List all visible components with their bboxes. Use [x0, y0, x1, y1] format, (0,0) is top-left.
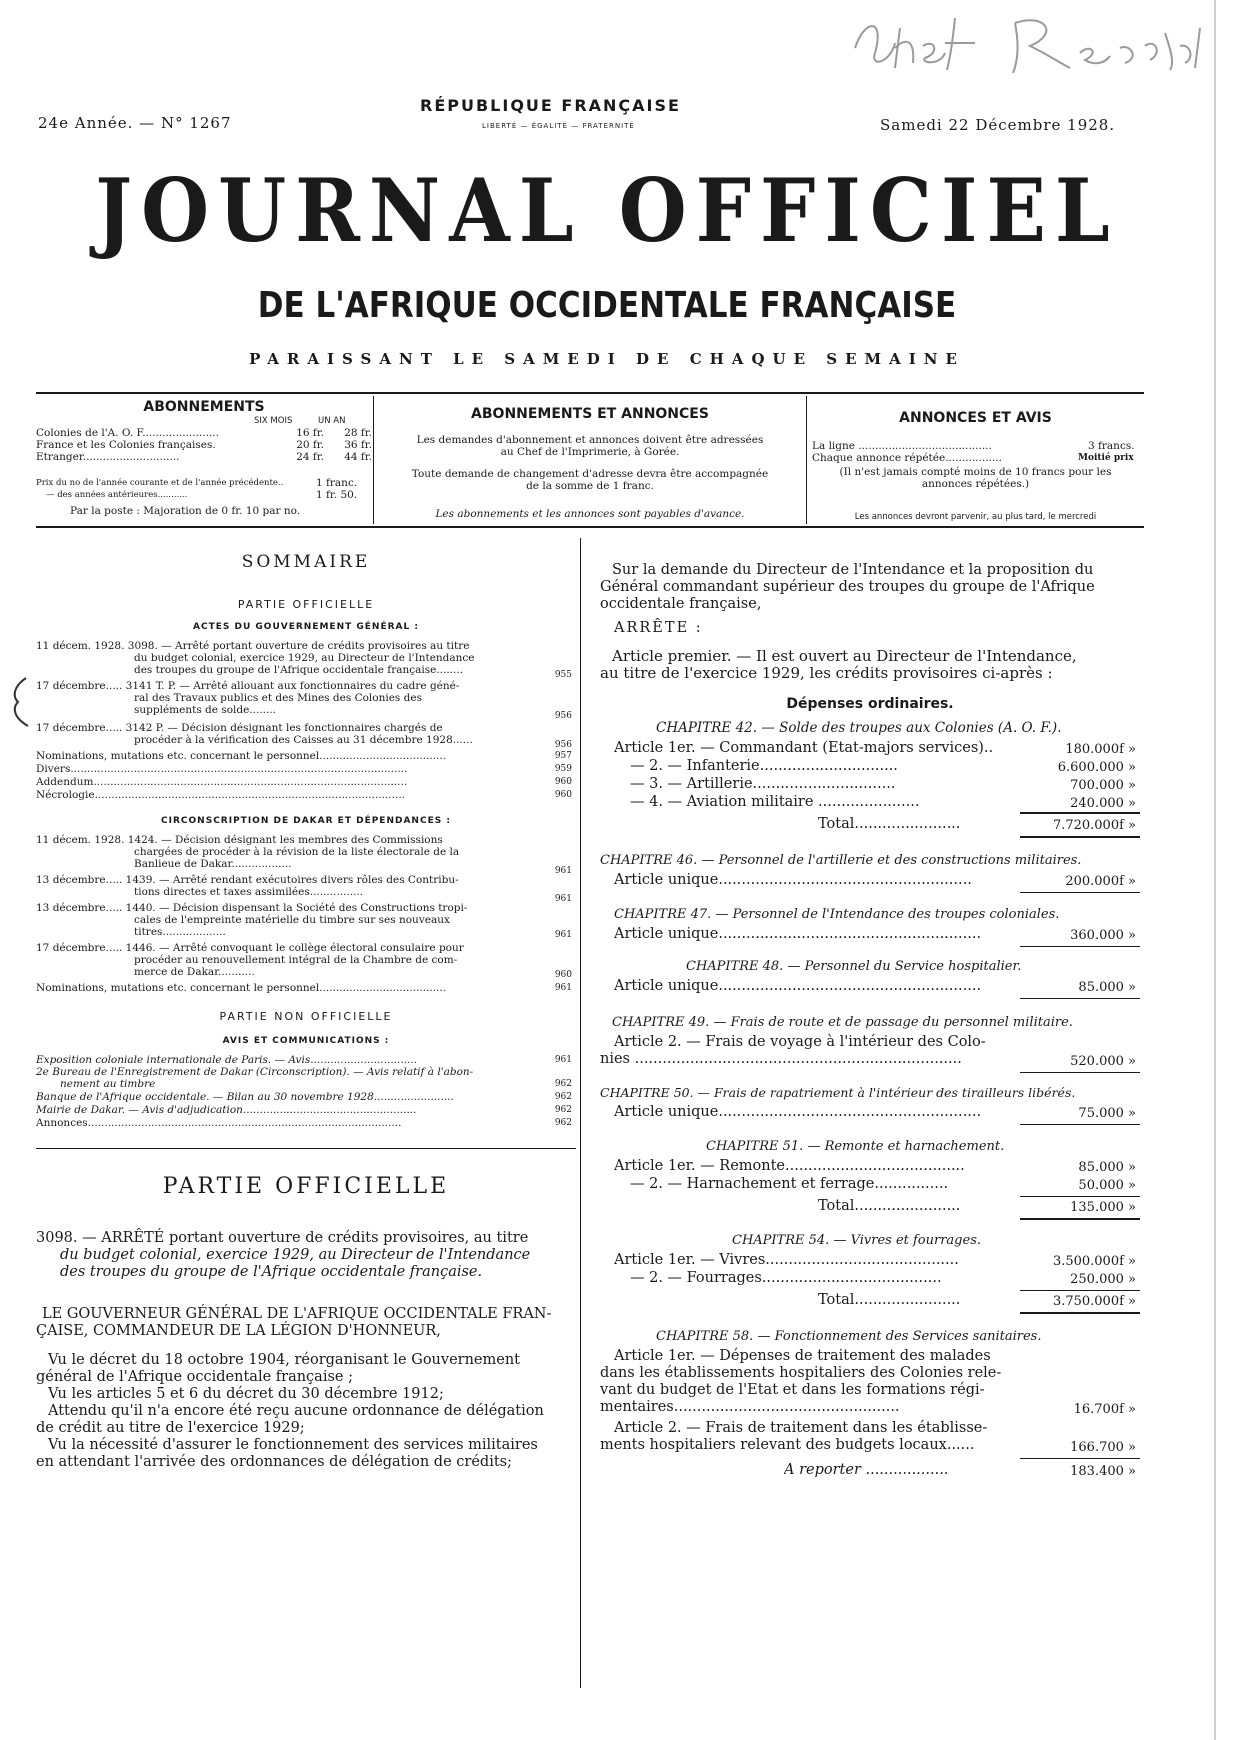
toc-entry [36, 874, 576, 898]
intro-line: Sur la demande du Directeur de l'Intendance et la proposition du [612, 562, 1094, 578]
toc-entry-line: 11 décem. 1928. 3098. — Arrêté portant ouverture de crédits provisoires au titre [36, 640, 470, 652]
credit-row [630, 1270, 1024, 1287]
governor-title [36, 1306, 580, 1340]
credit-row-label: ments hospitaliers relevant des budgets locaux...... [600, 1437, 975, 1453]
chapter-rule [1020, 892, 1140, 893]
chapter-rule [1020, 1072, 1140, 1073]
subscription-row [36, 427, 376, 439]
toc-entry-line: 17 décembre..... 3142 P. — Décision désignant les fonctionnaires chargés de [36, 722, 443, 734]
six-months-header: SIX MOIS [254, 416, 293, 426]
subscription-row-label: Etranger............................. [36, 451, 180, 463]
credit-row [614, 1252, 1024, 1269]
credit-row [630, 1176, 1024, 1193]
credit-row [614, 740, 1024, 757]
credit-row-label: dans les établissements hospitaliers des Colonies rele- [600, 1365, 1002, 1381]
line-price-label: La ligne ........................................ [812, 440, 992, 452]
toc-entry-line: Exposition coloniale internationale de Paris. — Avis................................ [36, 1054, 418, 1066]
intro-line: Général commandant supérieur des troupes du groupe de l'Afrique [600, 579, 1095, 595]
toc-page-number: 962 [554, 1079, 572, 1089]
credit-row-amount: 85.000 » [1078, 1160, 1136, 1175]
consideration-line: Attendu qu'il n'a encore été reçu aucune ordonnance de délégation [48, 1403, 544, 1419]
toc-entry-line: Nécrologie............................................................................................. [36, 789, 405, 801]
credit-row-label: Article unique....................................................... [614, 872, 972, 888]
credit-row-label: Article unique......................................................... [614, 926, 982, 942]
subscription-row-label: Colonies de l'A. O. F....................... [36, 427, 219, 439]
toc-entry [36, 1117, 536, 1129]
carry-forward-label: A reporter .................. [784, 1462, 949, 1478]
toc-entry-line: Nominations, mutations etc. concernant le personnel...................................... [36, 750, 447, 762]
subscription-six-months: 20 fr. [296, 439, 324, 451]
official-part-heading: PARTIE OFFICIELLE [237, 598, 375, 611]
total-rule [1020, 1196, 1140, 1197]
toc-entry [36, 763, 536, 775]
edition-number: 24e Année. — N° 1267 [38, 114, 232, 132]
toc-entry-line: 2e Bureau de l'Enregistrement de Dakar (Circonscription). — Avis relatif à l'abon- [36, 1066, 474, 1078]
toc-entry [36, 1054, 536, 1066]
toc-entry-line: Banlieue de Dakar.................. [134, 858, 292, 870]
credit-row-label: Article 1er. — Dépenses de traitement des malades [614, 1348, 991, 1364]
toc-entry-line: cales de l'empreinte matérielle du timbre sur ses nouveaux [134, 914, 450, 926]
notices-title: ANNONCES ET AVIS [899, 410, 1052, 426]
governor-title-line: ÇAISE, COMMANDEUR DE LA LÉGION D'HONNEUR, [36, 1323, 441, 1339]
chapter-58-heading: CHAPITRE 58. — Fonctionnement des Services sanitaires. [656, 1329, 1042, 1344]
toc-entry-line: procéder au renouvellement intégral de la Chambre de com- [134, 954, 458, 966]
toc-entry [36, 750, 536, 762]
total-label: Total....................... [818, 1198, 961, 1214]
official-part-title: PARTIE OFFICIELLE [162, 1174, 450, 1199]
credit-row-label: — 2. — Fourrages....................................... [630, 1270, 942, 1286]
chapter-49-heading: CHAPITRE 49. — Frais de route et de passage du personnel militaire. [612, 1015, 1073, 1030]
total-rule [1020, 1312, 1140, 1314]
credit-row-label: nies ....................................................................... [600, 1051, 962, 1067]
toc-entry-line: ral des Travaux publics et des Mines des Colonies des [134, 692, 422, 704]
toc-entry-line: tions directes et taxes assimilées................ [134, 886, 364, 898]
toc-entry-line: titres................... [134, 926, 226, 938]
handwritten-bracket [6, 676, 32, 728]
toc-entry [36, 1104, 536, 1116]
dakar-heading: CIRCONSCRIPTION DE DAKAR ET DÉPENDANCES : [161, 816, 451, 826]
sommaire-end-rule [36, 1148, 576, 1149]
credit-row-amount: 250.000 » [1070, 1272, 1136, 1287]
credit-row-amount: 75.000 » [1078, 1106, 1136, 1121]
subscription-one-year: 44 fr. [344, 451, 372, 463]
credit-row-amount: 240.000 » [1070, 796, 1136, 811]
toc-entry [36, 834, 576, 870]
toc-page-number: 961 [554, 866, 572, 876]
credit-row [614, 1104, 1024, 1121]
toc-entry-line: nement au timbre [60, 1078, 156, 1090]
decree-heading [36, 1230, 580, 1281]
subscription-six-months: 24 fr. [296, 451, 324, 463]
credit-row [614, 1158, 1024, 1175]
credit-row-label: mentaires................................................. [600, 1399, 900, 1415]
subscriptions-notices-line: Les demandes d'abonnement et annonces doivent être adressées [416, 434, 764, 446]
intro-line: occidentale française, [600, 596, 762, 612]
credit-row-amount: 520.000 » [1070, 1054, 1136, 1069]
toc-page-number: 960 [554, 777, 572, 787]
consideration-line: Vu les articles 5 et 6 du décret du 30 décembre 1912; [48, 1386, 444, 1402]
article-premier-line: au titre de l'exercice 1929, les crédits provisoires ci-après : [600, 664, 1053, 682]
subscription-one-year: 28 fr. [344, 427, 372, 439]
consideration-line: Vu le décret du 18 octobre 1904, réorganisant le Gouvernement [48, 1352, 521, 1368]
consideration-line: général de l'Afrique occidentale française ; [36, 1369, 353, 1385]
toc-entry-line: 17 décembre..... 3141 T. P. — Arrêté allouant aux fonctionnaires du cadre géné- [36, 680, 460, 692]
toc-entry-line: procéder à la vérification des Caisses au 31 décembre 1928...... [134, 734, 473, 746]
toc-page-number: 960 [554, 790, 572, 800]
subscriptions-title: ABONNEMENTS [143, 399, 265, 415]
subscription-row [36, 439, 376, 451]
toc-entry [36, 640, 576, 676]
total-rule [1020, 1218, 1140, 1220]
republic-title: RÉPUBLIQUE FRANÇAISE [420, 96, 681, 115]
toc-entry-line: des troupes du groupe de l'Afrique occidentale française........ [134, 664, 464, 676]
handwritten-signature [845, 8, 1215, 78]
intro-paragraph [600, 562, 1140, 613]
toc-entry [36, 942, 576, 978]
toc-page-number: 962 [554, 1118, 572, 1128]
consideration-line: en attendant l'arrivée des ordonnances de délégation de crédits; [36, 1454, 512, 1470]
toc-page-number: 957 [554, 751, 572, 761]
credit-row [614, 978, 1024, 995]
price-current-label: Prix du no de l'année courante et de l'année précédente.. [36, 478, 284, 488]
credit-row [614, 926, 1024, 943]
toc-entry [36, 902, 576, 938]
notices-footer: Les annonces devront parvenir, au plus tard, le mercredi [854, 512, 1097, 522]
postage-surcharge: Par la poste : Majoration de 0 fr. 10 par no. [70, 505, 301, 517]
toc-entry-line: du budget colonial, exercice 1929, au Directeur de l'Intendance [134, 652, 475, 664]
credit-row-amount: 166.700 » [1070, 1440, 1136, 1455]
credit-row [630, 794, 1024, 811]
credit-row-label: Article unique......................................................... [614, 1104, 982, 1120]
subscriptions-notices-line: au Chef de l'Imprimerie, à Gorée. [500, 446, 680, 458]
credit-row-label: Article unique......................................................... [614, 978, 982, 994]
credit-row-label: Article 2. — Frais de voyage à l'intérieur des Colo- [614, 1034, 986, 1050]
credit-row [630, 758, 1024, 775]
total-amount: 7.720.000f » [1052, 818, 1136, 833]
credit-row [600, 1348, 1024, 1416]
subscriptions-notices-title: ABONNEMENTS ET ANNONCES [471, 406, 709, 422]
credit-row [614, 872, 1024, 889]
one-year-header: UN AN [318, 416, 346, 426]
consideration-line: de crédit au titre de l'exercice 1929; [36, 1420, 305, 1436]
toc-page-number: 962 [554, 1092, 572, 1102]
column-rule [580, 538, 581, 1688]
decree-heading-line: du budget colonial, exercice 1929, au Directeur de l'Intendance [60, 1247, 531, 1263]
total-amount: 135.000 » [1070, 1200, 1136, 1215]
credit-row-amount: 3.500.000f » [1052, 1254, 1136, 1269]
notices-heading: AVIS ET COMMUNICATIONS : [222, 1036, 390, 1046]
price-previous-label: — des années antérieures........... [46, 490, 188, 500]
subscription-row-label: France et les Colonies françaises. [36, 439, 216, 451]
credit-row-amount: 200.000f » [1065, 874, 1136, 889]
price-current-value: 1 franc. [316, 477, 358, 489]
toc-page-number: 962 [554, 1105, 572, 1115]
toc-entry-line: Annonces.............................................................................................. [36, 1117, 402, 1129]
decree-considerations [36, 1352, 580, 1471]
subscription-one-year: 36 fr. [344, 439, 372, 451]
chapter-rule [1020, 998, 1140, 999]
credit-row-amount: 50.000 » [1078, 1178, 1136, 1193]
issue-date: Samedi 22 Décembre 1928. [880, 116, 1116, 134]
article-premier [600, 648, 1140, 682]
toc-entry-line: 13 décembre..... 1439. — Arrêté rendant exécutoires divers rôles des Contribu- [36, 874, 459, 886]
sommaire-title: SOMMAIRE [241, 552, 371, 572]
chapter-47-heading: CHAPITRE 47. — Personnel de l'Intendance des troupes coloniales. [614, 907, 1060, 922]
toc-entry-line: 13 décembre..... 1440. — Décision dispensant la Société des Constructions tropi- [36, 902, 468, 914]
journal-subtitle: DE L'AFRIQUE OCCIDENTALE FRANÇAISE [257, 284, 957, 326]
credit-row-amount: 700.000 » [1070, 778, 1136, 793]
chapter-54-heading: CHAPITRE 54. — Vivres et fourrages. [732, 1233, 982, 1248]
price-previous-value: 1 fr. 50. [316, 489, 358, 501]
toc-entry-line: Banque de l'Afrique occidentale. — Bilan au 30 novembre 1928........................ [36, 1091, 454, 1103]
toc-page-number: 961 [554, 894, 572, 904]
subscriptions-notices-line: de la somme de 1 franc. [526, 480, 654, 492]
toc-page-number: 961 [554, 983, 572, 993]
toc-entry-line: suppléments de solde........ [134, 704, 277, 716]
article-premier-line: Article premier. — Il est ouvert au Directeur de l'Intendance, [612, 647, 1077, 665]
credit-row-amount: 85.000 » [1078, 980, 1136, 995]
credit-row-label: Article 2. — Frais de traitement dans les établisse- [614, 1420, 988, 1436]
repeat-price-label: Chaque annonce répétée................. [812, 452, 1002, 464]
credit-row-label: — 4. — Aviation militaire ...................... [630, 794, 920, 810]
toc-entry [36, 680, 576, 716]
box-top-rule [36, 392, 1144, 394]
toc-page-number: 956 [554, 711, 572, 721]
credit-row-label: — 2. — Harnachement et ferrage................ [630, 1176, 949, 1192]
toc-entry-line: merce de Dakar........... [134, 966, 255, 978]
chapter-42-heading: CHAPITRE 42. — Solde des troupes aux Colonies (A. O. F.). [656, 720, 1062, 736]
decree-heading-line: des troupes du groupe de l'Afrique occidentale française. [60, 1264, 483, 1280]
toc-page-number: 956 [554, 740, 572, 750]
journal-title: JOURNAL OFFICIEL [95, 160, 1119, 263]
chapter-51-heading: CHAPITRE 51. — Remonte et harnachement. [706, 1139, 1005, 1154]
toc-entry [36, 1091, 536, 1103]
toc-entry [36, 789, 536, 801]
total-label: Total....................... [818, 1292, 961, 1308]
credit-row-label: Article 1er. — Commandant (Etat-majors services).. [614, 740, 994, 756]
toc-entry [36, 1066, 576, 1090]
toc-entry-line: 17 décembre..... 1446. — Arrêté convoquant le collège électoral consulaire pour [36, 942, 464, 954]
total-amount: 3.750.000f » [1052, 1294, 1136, 1309]
credit-row-label: Article 1er. — Remonte....................................... [614, 1158, 965, 1174]
credit-row-amount: 180.000f » [1065, 742, 1136, 757]
government-acts-heading: ACTES DU GOUVERNEMENT GÉNÉRAL : [193, 622, 419, 632]
credit-row-label: — 2. — Infanterie.............................. [630, 758, 898, 774]
total-rule [1020, 812, 1140, 814]
toc-entry [36, 982, 536, 994]
toc-entry-line: chargées de procéder à la révision de la liste électorale de la [134, 846, 460, 858]
toc-page-number: 961 [554, 930, 572, 940]
carry-forward-amount: 183.400 » [1070, 1464, 1136, 1479]
toc-entry-line: Mairie de Dakar. — Avis d'adjudication.................................................... [36, 1104, 417, 1116]
toc-entry-line: Addendum.............................................................................................. [36, 776, 408, 788]
chapter-48-heading: CHAPITRE 48. — Personnel du Service hospitalier. [686, 959, 1022, 974]
toc-page-number: 960 [554, 970, 572, 980]
credit-row-amount: 16.700f » [1073, 1402, 1136, 1417]
republic-motto: LIBERTÉ — ÉGALITÉ — FRATERNITÉ [482, 122, 635, 130]
page-edge [1214, 0, 1216, 1740]
line-price: 3 francs. [1088, 440, 1135, 452]
subscription-row [36, 451, 376, 463]
total-rule [1020, 1458, 1140, 1459]
toc-entry [36, 722, 576, 746]
subscription-six-months: 16 fr. [296, 427, 324, 439]
arrete-heading: ARRÊTE : [614, 620, 703, 636]
credit-row-amount: 6.600.000 » [1057, 760, 1136, 775]
subscriptions-notices-line: Toute demande de changement d'adresse devra être accompagnée [411, 468, 769, 480]
toc-page-number: 955 [554, 670, 572, 680]
total-rule [1020, 1290, 1140, 1291]
credit-row-amount: 360.000 » [1070, 928, 1136, 943]
credit-row-label: Article 1er. — Vivres.......................................... [614, 1252, 959, 1268]
credit-row [630, 776, 1024, 793]
toc-entry-line: Divers..................................................................................................... [36, 763, 408, 775]
chapter-46-heading: CHAPITRE 46. — Personnel de l'artillerie et des constructions militaires. [600, 853, 1082, 868]
ordinary-expenses-heading: Dépenses ordinaires. [786, 696, 954, 712]
chapter-50-heading: CHAPITRE 50. — Frais de rapatriement à l'intérieur des tirailleurs libérés. [600, 1085, 1076, 1100]
non-official-part-heading: PARTIE NON OFFICIELLE [219, 1010, 393, 1023]
toc-entry-line: Nominations, mutations etc. concernant le personnel...................................... [36, 982, 447, 994]
total-rule [1020, 836, 1140, 838]
governor-title-line: LE GOUVERNEUR GÉNÉRAL DE L'AFRIQUE OCCIDENTALE FRAN- [42, 1306, 552, 1322]
minimum-note: (Il n'est jamais compté moins de 10 francs pour les [839, 466, 1112, 478]
journal-periodicity: PARAISSANT LE SAMEDI DE CHAQUE SEMAINE [249, 350, 965, 368]
credit-row [600, 1034, 1024, 1068]
total-label: Total....................... [818, 816, 961, 832]
minimum-note: annonces répétées.) [921, 478, 1030, 490]
toc-entry [36, 776, 536, 788]
toc-page-number: 961 [554, 1055, 572, 1065]
chapter-rule [1020, 946, 1140, 947]
consideration-line: Vu la nécessité d'assurer le fonctionnement des services militaires [48, 1437, 538, 1453]
decree-heading-line: 3098. — ARRÊTÉ portant ouverture de crédits provisoires, au titre [36, 1230, 529, 1246]
credit-row [600, 1420, 1024, 1454]
subscriptions-notices-footer: Les abonnements et les annonces sont payables d'avance. [435, 508, 745, 520]
box-bottom-rule [36, 526, 1144, 528]
credit-row-label: vant du budget de l'Etat et dans les formations régi- [600, 1382, 985, 1398]
repeat-price: Moitié prix [1078, 453, 1134, 463]
toc-entry-line: 11 décem. 1928. 1424. — Décision désignant les membres des Commissions [36, 834, 443, 846]
toc-page-number: 959 [554, 764, 572, 774]
credit-row-label: — 3. — Artillerie............................... [630, 776, 896, 792]
chapter-rule [1020, 1124, 1140, 1125]
